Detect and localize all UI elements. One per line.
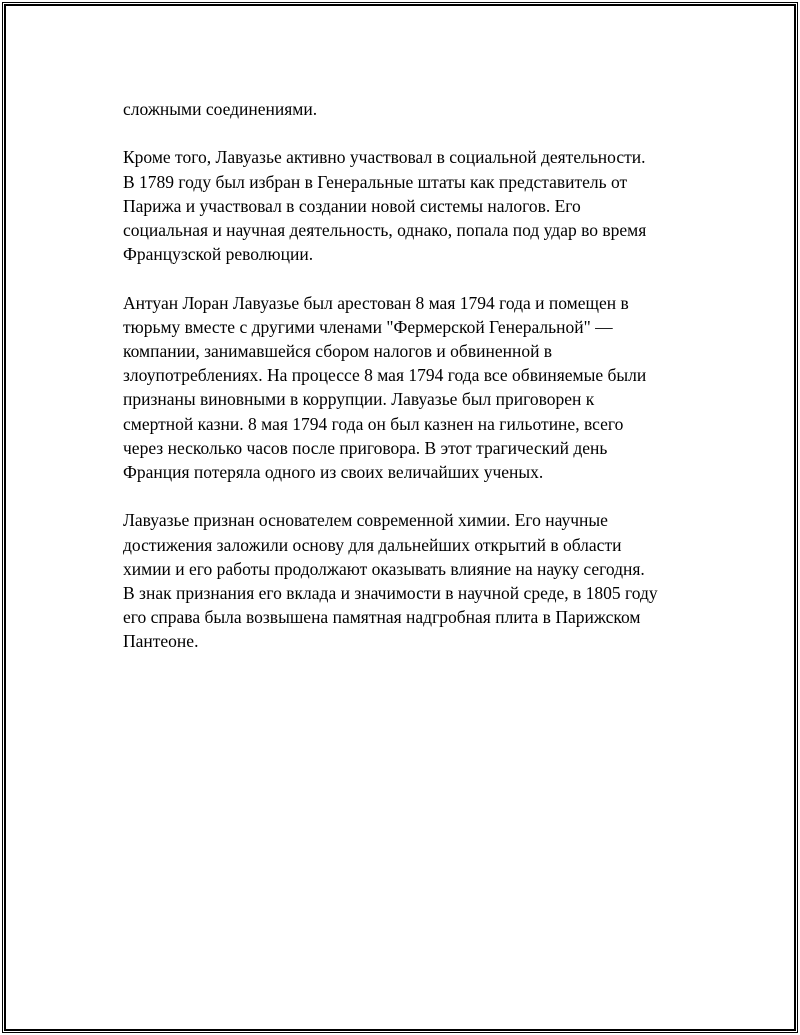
text-line: признаны виновными в коррупции. Лавуазье был приговорен к [123,389,595,410]
paragraph-3 [123,291,693,485]
text-line: химии и его работы продолжают оказывать влияние на науку сегодня. [123,558,645,579]
page-border [2,2,798,1033]
text-line: через несколько часов после приговора. В этот трагический день [123,437,608,458]
text-line: Лавуазье признан основателем современной химии. Его научные [123,510,608,531]
text-line: смертной казни. 8 мая 1794 года он был казнен на гильотине, всего [123,413,624,434]
text-line: Франция потеряла одного из своих величайших ученых. [123,462,544,483]
paragraph-1 [123,97,693,121]
text-line: компании, занимавшейся сбором налогов и обвиненной в [123,341,553,361]
text-line: Кроме того, Лавуазье активно участвовал в социальной деятельности. [123,147,646,168]
text-line: тюрьму вместе с другими членами "Фермерской Генеральной" — [123,316,613,337]
text-line: сложными соединениями. [123,99,318,119]
text-line: злоупотреблениях. На процессе 8 мая 1794 года все обвиняемые были [123,365,647,386]
text-line: социальная и научная деятельность, однако, попала под удар во время [123,220,647,240]
text-line: Французской революции. [123,244,314,265]
paragraph-2 [123,145,693,266]
text-line: В знак признания его вклада и значимости в научной среде, в 1805 году [123,583,658,604]
text-line: его справа была возвышена памятная надгробная плита в Парижском [123,607,641,628]
text-line: достижения заложили основу для дальнейших открытий в области [123,534,622,555]
document-body [123,97,693,678]
text-line: В 1789 году был избран в Генеральные штаты как представитель от [123,171,628,192]
paragraph-4 [123,508,693,653]
text-line: Парижа и участвовал в создании новой системы налогов. Его [123,195,581,216]
text-line: Антуан Лоран Лавуазье был арестован 8 мая 1794 года и помещен в [123,292,629,313]
text-line: Пантеоне. [123,631,199,652]
